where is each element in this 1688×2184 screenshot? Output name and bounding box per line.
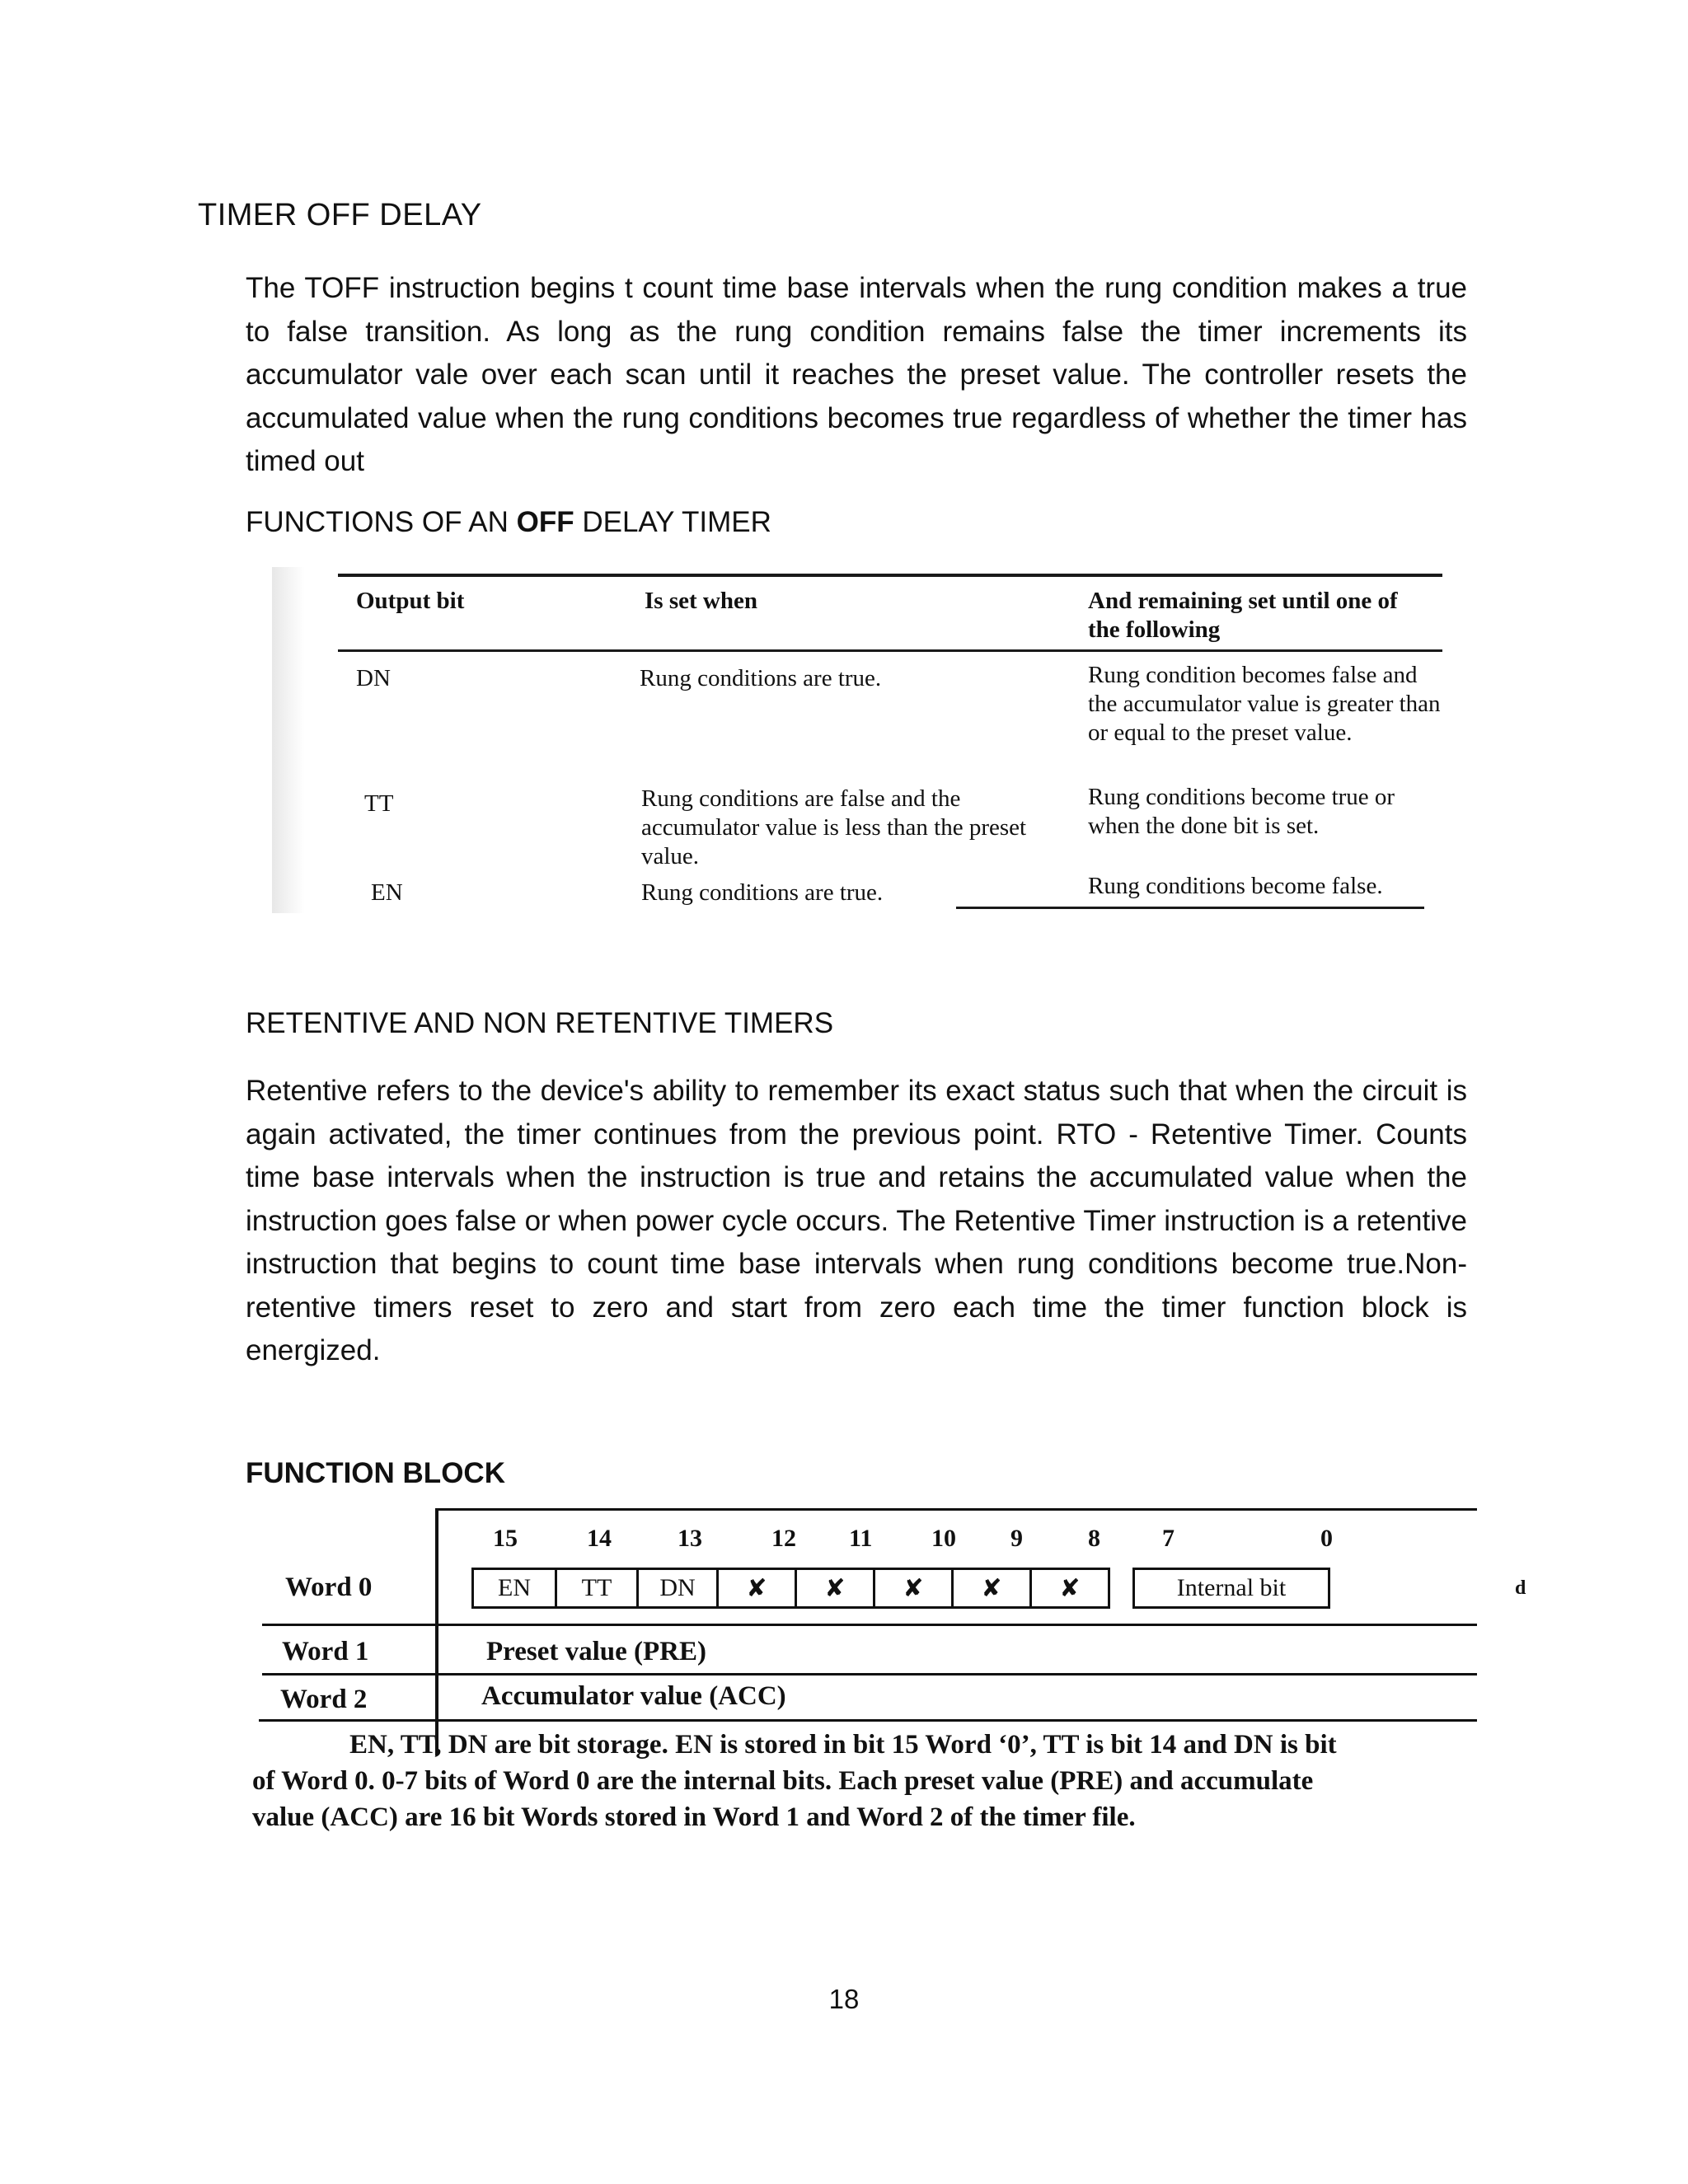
table-top-rule: [338, 574, 1442, 577]
retentive-description: Retentive refers to the device's ability to remember its exact status such that when the circuit is again activated, the timer continues from the previous point. RTO - Retentive Timer. Counts time base intervals when the instruction is true and retains the accumulated value when the instruction goes false or when power cycle occurs. The Retentive Timer instruction is a retentive instruction that begins to count time base intervals when rung conditions become true.Non-retentive timers reset to zero and start from zero each time the timer function block is energized.: [246, 1075, 1467, 1366]
function-block-caption: [252, 1727, 1489, 1835]
row-dn-until: Rung condition becomes false and the accumulator value is greater than or equal to the preset value.: [1088, 662, 1441, 746]
bit-cell-unused: ✘: [716, 1568, 797, 1609]
bit-number: 10: [931, 1525, 956, 1552]
caption-line: EN, TT, DN are bit storage. EN is stored in bit 15 Word ‘0’, TT is bit 14 and DN is bit: [349, 1730, 1337, 1760]
accumulator-value-label: Accumulator value (ACC): [481, 1681, 786, 1711]
functions-heading-bold: OFF: [516, 506, 574, 538]
table-header-rule: [338, 649, 1442, 652]
functions-heading: [246, 506, 771, 539]
margin-fragment: d: [1515, 1577, 1526, 1599]
bit-cell-en: EN: [471, 1568, 557, 1609]
row-tt-set-when: Rung conditions are false and the accumulator value is less than the preset value.: [641, 785, 1027, 869]
word-2-bottom-rule: [259, 1719, 1477, 1722]
row-tt-until: Rung conditions become true or when the done bit is set.: [1088, 784, 1395, 839]
row-dn-bit: DN: [356, 665, 391, 691]
bit-number: 0: [1320, 1525, 1333, 1552]
bit-number: 15: [493, 1525, 518, 1552]
bit-number: 8: [1088, 1525, 1100, 1552]
preset-value-label: Preset value (PRE): [486, 1637, 706, 1666]
retentive-heading: RETENTIVE AND NON RETENTIVE TIMERS: [246, 1007, 834, 1039]
function-block-heading: FUNCTION BLOCK: [246, 1457, 505, 1489]
word-1-top-rule: [262, 1624, 1477, 1626]
bit-number: 14: [587, 1525, 612, 1552]
bit-number: 11: [849, 1525, 873, 1552]
caption-line: value (ACC) are 16 bit Words stored in Word 1 and Word 2 of the timer file.: [252, 1802, 1136, 1832]
bit-number: 12: [771, 1525, 796, 1552]
caption-line: of Word 0. 0-7 bits of Word 0 are the internal bits. Each preset value (PRE) and accumulate: [252, 1766, 1314, 1796]
bit-cell-unused: ✘: [1029, 1568, 1110, 1609]
word-2-top-rule: [262, 1673, 1477, 1675]
bit-cell-dn: DN: [636, 1568, 719, 1609]
diagram-divider: [435, 1508, 438, 1755]
table-bottom-rule: [956, 907, 1424, 909]
bit-number: 7: [1162, 1525, 1175, 1552]
row-dn-set-when: Rung conditions are true.: [640, 665, 882, 691]
bit-cell-unused: ✘: [873, 1568, 954, 1609]
bit-cell-unused: ✘: [795, 1568, 875, 1609]
page-title: TIMER OFF DELAY: [198, 198, 482, 232]
row-en-bit: EN: [371, 879, 403, 906]
header-output-bit: Output bit: [356, 588, 465, 614]
row-en-until: Rung conditions become false.: [1088, 873, 1383, 899]
word-0-label: Word 0: [285, 1572, 373, 1602]
row-tt-bit: TT: [364, 790, 394, 817]
internal-bit-cell: Internal bit: [1132, 1568, 1330, 1609]
bit-cell-tt: TT: [555, 1568, 639, 1609]
bit-cell-unused: ✘: [951, 1568, 1032, 1609]
toff-description: The TOFF instruction begins t count time base intervals when the rung condition makes a true to false transition. As long as the rung condition remains false the timer increments its accumulator vale over each scan until it reaches the preset value. The controller resets the accumulated value when the rung conditions becomes true regardless of whether the timer has timed out: [246, 272, 1467, 477]
row-en-set-when: Rung conditions are true.: [641, 879, 884, 906]
bit-number: 9: [1010, 1525, 1023, 1552]
word-2-label: Word 2: [280, 1685, 368, 1714]
word-1-label: Word 1: [282, 1637, 369, 1666]
header-is-set-when: Is set when: [645, 588, 757, 614]
scan-shadow: [272, 567, 305, 913]
functions-heading-before: FUNCTIONS OF AN: [246, 506, 517, 538]
functions-heading-after: DELAY TIMER: [574, 506, 771, 538]
diagram-top-rule: [438, 1508, 1477, 1511]
bit-number: 13: [678, 1525, 702, 1552]
header-remaining-set: And remaining set until one of the following: [1088, 588, 1398, 643]
off-delay-function-table: [264, 567, 1459, 921]
page-number: 18: [828, 1984, 860, 2014]
